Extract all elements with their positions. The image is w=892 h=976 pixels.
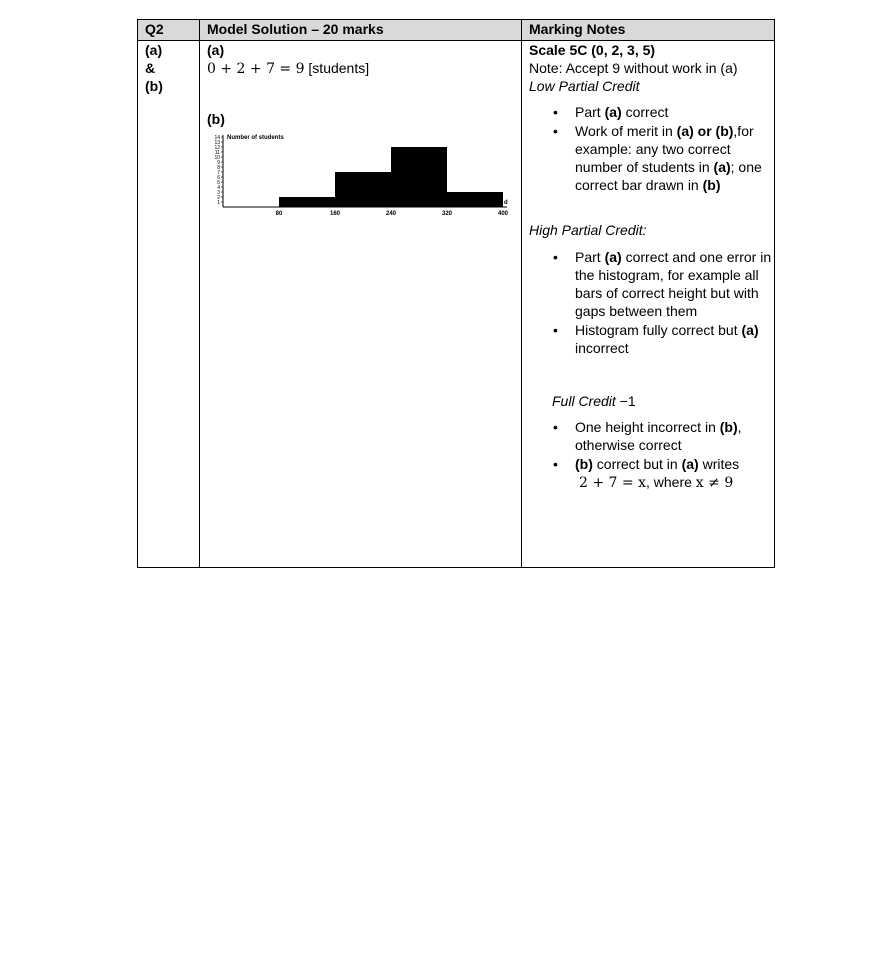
solution-a-unit: [students]	[308, 60, 370, 76]
high-partial-list	[529, 248, 774, 357]
x-axis-label: d	[504, 200, 508, 206]
scale-line: Scale 5C (0, 2, 3, 5)	[529, 42, 656, 58]
x-tick-label: 240	[385, 211, 397, 217]
content-row	[138, 41, 775, 568]
notes-cell	[522, 41, 775, 568]
y-axis-label: Number of students	[227, 135, 284, 141]
histogram-bar-80-160	[279, 197, 335, 207]
low-item-2: • Work of merit in (a) or (b),for example: any two correct number of students in (a); one correct bar drawn in (b)	[575, 122, 774, 194]
histogram-chart	[207, 130, 507, 226]
low-partial-heading: Low Partial Credit	[529, 78, 640, 94]
part-label-b: (b)	[145, 78, 163, 94]
x-tick-label: 320	[441, 211, 453, 217]
y-tick-label: 8	[217, 164, 220, 171]
part-label-cell	[138, 41, 200, 568]
solution-a-label: (a)	[207, 42, 225, 58]
marking-scheme-table	[137, 19, 775, 568]
y-tick-label: 12	[214, 144, 220, 151]
solution-a-math: 0 + 2 + 7 = 9	[207, 61, 305, 77]
full-item-1: • One height incorrect in (b), otherwise correct	[575, 418, 774, 454]
high-item-2: • Histogram fully correct but (a) incorrect	[575, 321, 774, 357]
accept-note: Note: Accept 9 without work in (a)	[529, 60, 738, 76]
histogram-bar-160-240	[335, 172, 391, 207]
x-tick-label: 160	[329, 211, 341, 217]
low-item-1: • Part (a) correct	[575, 103, 774, 121]
solution-header: Model Solution – 20 marks	[200, 20, 522, 41]
x-tick-label: 80	[275, 211, 283, 217]
part-label-a: (a)	[145, 42, 163, 58]
y-tick-label: 4	[217, 184, 220, 191]
part-label-and: &	[145, 60, 156, 76]
y-tick-label: 6	[217, 174, 220, 181]
notes-header: Marking Notes	[522, 20, 775, 41]
y-tick-label: 11	[214, 149, 220, 156]
low-partial-list	[529, 103, 774, 194]
full-credit-heading: Full Credit −1	[552, 393, 636, 409]
y-tick-label: 5	[217, 179, 220, 186]
high-item-1: • Part (a) correct and one error in the histogram, for example all bars of correct height but with gaps between them	[575, 248, 774, 320]
y-tick-label: 13	[214, 139, 220, 146]
histogram-bar-320-400	[447, 192, 503, 207]
y-tick-label: 10	[214, 154, 220, 161]
high-partial-heading: High Partial Credit:	[529, 222, 647, 238]
x-tick-label: 400	[497, 211, 509, 217]
histogram-bar-240-320	[391, 147, 447, 207]
y-tick-label: 2	[217, 194, 220, 201]
full-item-2: • (b) correct but in (a) writes 2 + 7 = x, where x ≠ 9	[575, 455, 774, 492]
y-tick-label: 14	[214, 134, 220, 141]
y-tick-label: 3	[217, 189, 220, 196]
y-tick-label: 9	[217, 159, 220, 166]
solution-a-line	[207, 59, 521, 78]
full-credit-list	[529, 418, 774, 492]
solution-b-label: (b)	[207, 111, 225, 127]
y-tick-label: 1	[217, 199, 220, 206]
solution-cell	[200, 41, 522, 568]
header-row	[138, 20, 775, 41]
question-header: Q2	[138, 20, 200, 41]
y-tick-label: 7	[217, 169, 220, 176]
